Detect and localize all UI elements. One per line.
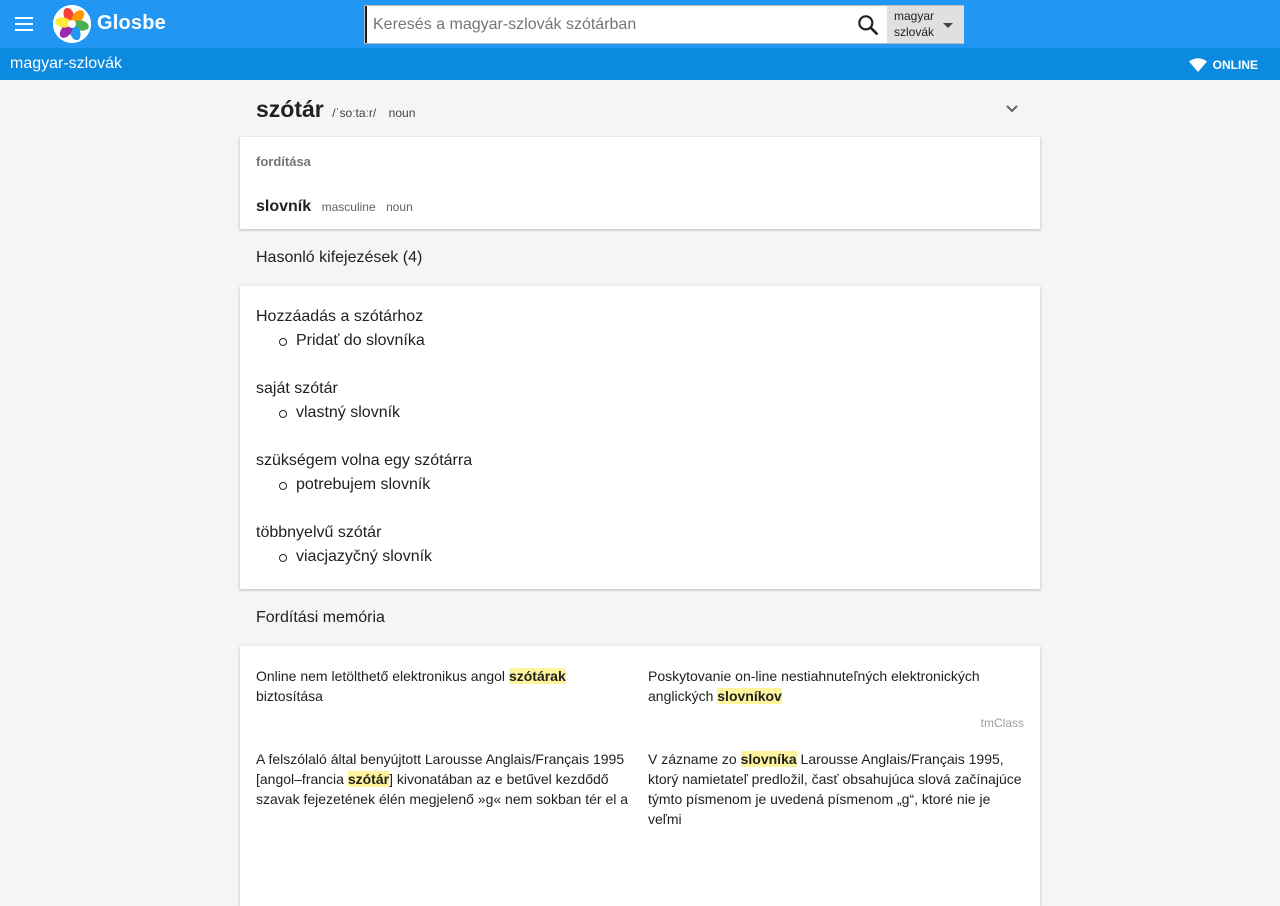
similar-source[interactable]: Hozzáadás a szótárhoz (256, 308, 424, 325)
similar-card (240, 286, 1040, 589)
similar-item (256, 452, 472, 494)
translation-label: fordítása (256, 154, 311, 169)
similar-source[interactable]: többnyelvű szótár (256, 524, 382, 541)
similar-source[interactable]: szükségem volna egy szótárra (256, 452, 473, 469)
similar-item (256, 308, 425, 350)
text-segment: biztosítása (256, 688, 323, 704)
sub-bar (0, 48, 1280, 80)
headword: szótár (256, 96, 324, 122)
lang-to: szlovák (894, 25, 935, 39)
text-segment: V zázname zo (648, 751, 741, 767)
chevron-down-icon[interactable] (1002, 99, 1022, 119)
search-input[interactable] (365, 6, 851, 43)
online-label: ONLINE (1212, 58, 1258, 72)
memory-target-text (648, 666, 1024, 706)
similar-title: Hasonló kifejezések (4) (256, 249, 423, 266)
app-name[interactable]: Glosbe (97, 12, 166, 34)
memory-target-text (648, 749, 1024, 829)
text-segment: A felszólaló által benyújtott Larousse Anglais/Français 1995 [angol–francia (256, 751, 625, 787)
memory-source-text (256, 749, 632, 809)
part-of-speech: noun (388, 106, 416, 120)
similar-source[interactable]: saját szótár (256, 380, 338, 397)
text-segment: ] kivonatában az e betűvel kezdődő szavak fejezetének élén megjelenő »g« nem sokban tér el a (256, 771, 629, 807)
similar-target[interactable]: vlastný slovník (256, 404, 400, 422)
online-status[interactable] (1189, 57, 1258, 73)
wifi-icon (1189, 58, 1207, 72)
similar-target[interactable]: viacjazyčný slovník (256, 548, 432, 566)
translation-word: slovník (256, 198, 312, 215)
magnifier-icon[interactable] (855, 12, 881, 38)
translation-card (240, 137, 1040, 229)
memory-title: Fordítási memória (256, 609, 385, 626)
similar-target[interactable]: Pridať do slovníka (256, 332, 425, 350)
highlight: slovníkov (717, 688, 782, 704)
similar-item (256, 524, 432, 566)
text-segment: Online nem letölthető elektronikus angol (256, 668, 509, 684)
hamburger-icon[interactable] (12, 12, 36, 36)
search-bar (364, 5, 964, 44)
lang-from: magyar (894, 9, 935, 23)
glosbe-logo[interactable] (53, 5, 91, 43)
highlight: slovníka (740, 751, 797, 767)
memory-card (240, 646, 1040, 906)
text-segment: Larousse Anglais/Français 1995, ktorý namietateľ predložil, časť obsahujúca slová začínajúce týmto písmenom je uvedená písmenom „g“, ktoré nie je veľmi (648, 751, 1022, 827)
highlight: szótárak (508, 668, 566, 684)
similar-target[interactable]: potrebujem slovník (256, 476, 472, 494)
gender-tag: masculine (321, 200, 376, 214)
language-pair-select[interactable] (887, 6, 964, 43)
highlight: szótár (347, 771, 390, 787)
memory-source-label: tmClass (980, 716, 1024, 730)
headword-line (256, 96, 415, 123)
similar-item (256, 380, 400, 422)
pronunciation: /ˈsoːtaːr/ (332, 106, 377, 120)
dictionary-title[interactable]: magyar-szlovák (10, 55, 123, 72)
translation-item[interactable] (256, 198, 413, 216)
text-segment: Poskytovanie on-line nestiahnuteľných elektronických anglických (648, 668, 980, 704)
pos-tag: noun (386, 200, 413, 214)
memory-source-text (256, 666, 632, 706)
app-bar (0, 0, 1280, 48)
caret-down-icon (943, 23, 953, 28)
